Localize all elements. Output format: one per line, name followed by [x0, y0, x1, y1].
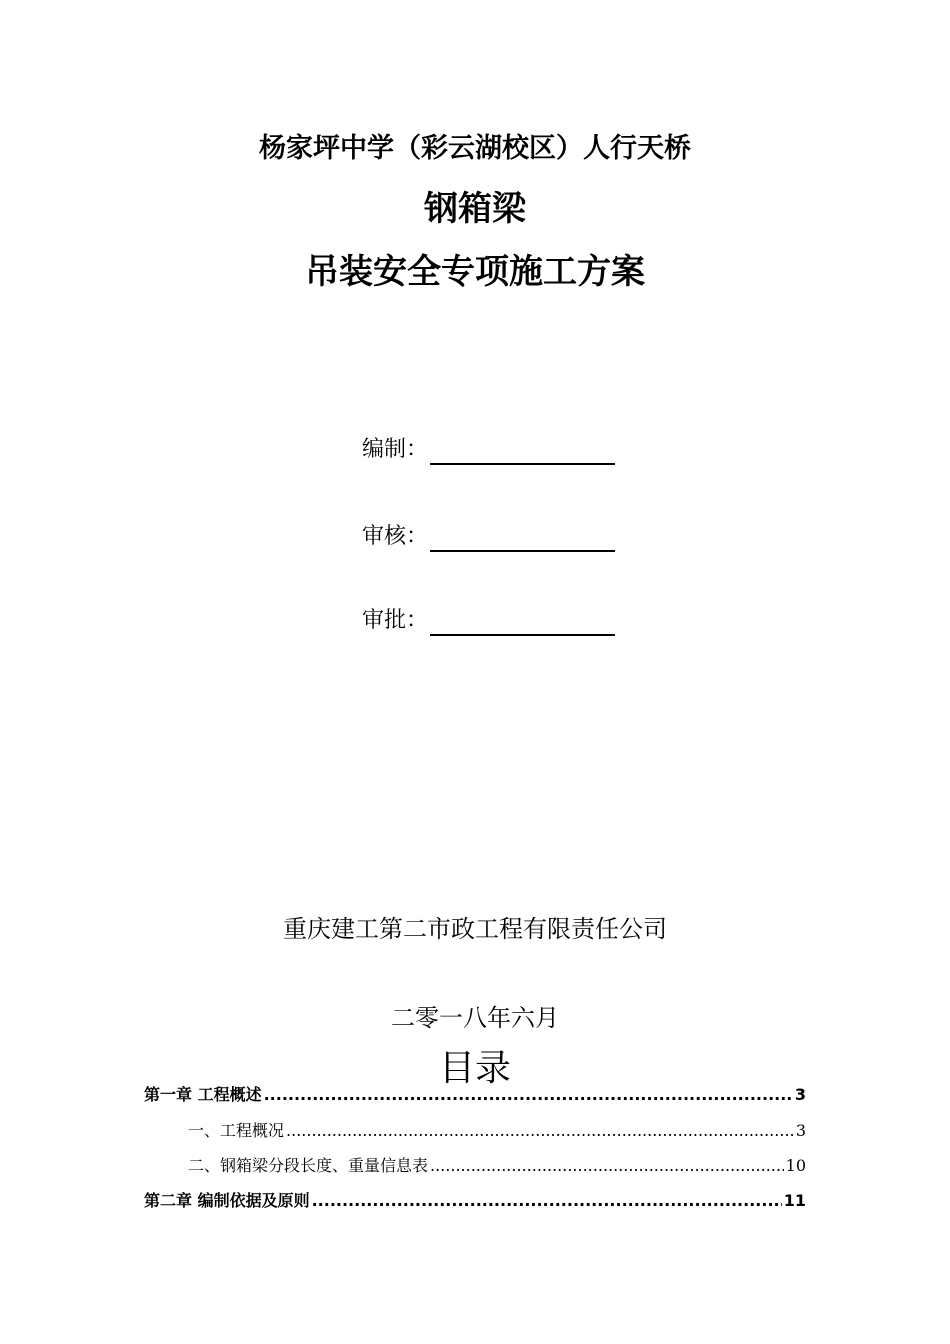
toc-entry[interactable]: [144, 1118, 806, 1141]
toc-entry-text: 第一章 工程概述: [144, 1085, 262, 1104]
toc-entry-page: 3: [794, 1085, 806, 1104]
toc-dot-leader: [264, 1085, 793, 1104]
toc-entry[interactable]: [144, 1082, 806, 1105]
signature-row-review: [362, 522, 615, 552]
document-date: 二零一八年六月: [391, 1004, 559, 1032]
toc-entry-text: 第二章 编制依据及原则: [144, 1191, 310, 1210]
signature-label: 编制：: [362, 437, 429, 462]
cover-title-line2: 钢箱梁: [424, 189, 526, 229]
company-name: 重庆建工第二市政工程有限责任公司: [283, 915, 667, 943]
signature-label: 审批：: [362, 608, 429, 633]
toc-entry[interactable]: [144, 1188, 806, 1211]
toc-dot-leader: [430, 1156, 784, 1175]
signature-blank-line: [430, 528, 615, 552]
signature-label: 审核：: [362, 524, 429, 549]
toc-dot-leader: [312, 1191, 782, 1210]
signature-row-approve: [362, 606, 615, 636]
toc-entry-text: 一、工程概况: [188, 1121, 285, 1140]
toc-entry-page: 11: [783, 1191, 806, 1210]
toc-dot-leader: [286, 1121, 794, 1140]
cover-title-line3: 吊装安全专项施工方案: [305, 252, 645, 292]
toc-entry-page: 10: [785, 1156, 806, 1175]
cover-title-line1: 杨家坪中学（彩云湖校区）人行天桥: [259, 133, 691, 164]
toc-entry[interactable]: [144, 1153, 806, 1176]
signature-row-compile: [362, 435, 615, 465]
signature-blank-line: [430, 612, 615, 636]
toc-entry-page: 3: [795, 1121, 806, 1140]
toc-heading: 目录: [438, 1048, 511, 1089]
toc-entry-text: 二、钢箱梁分段长度、重量信息表: [188, 1156, 429, 1175]
signature-blank-line: [430, 441, 615, 465]
